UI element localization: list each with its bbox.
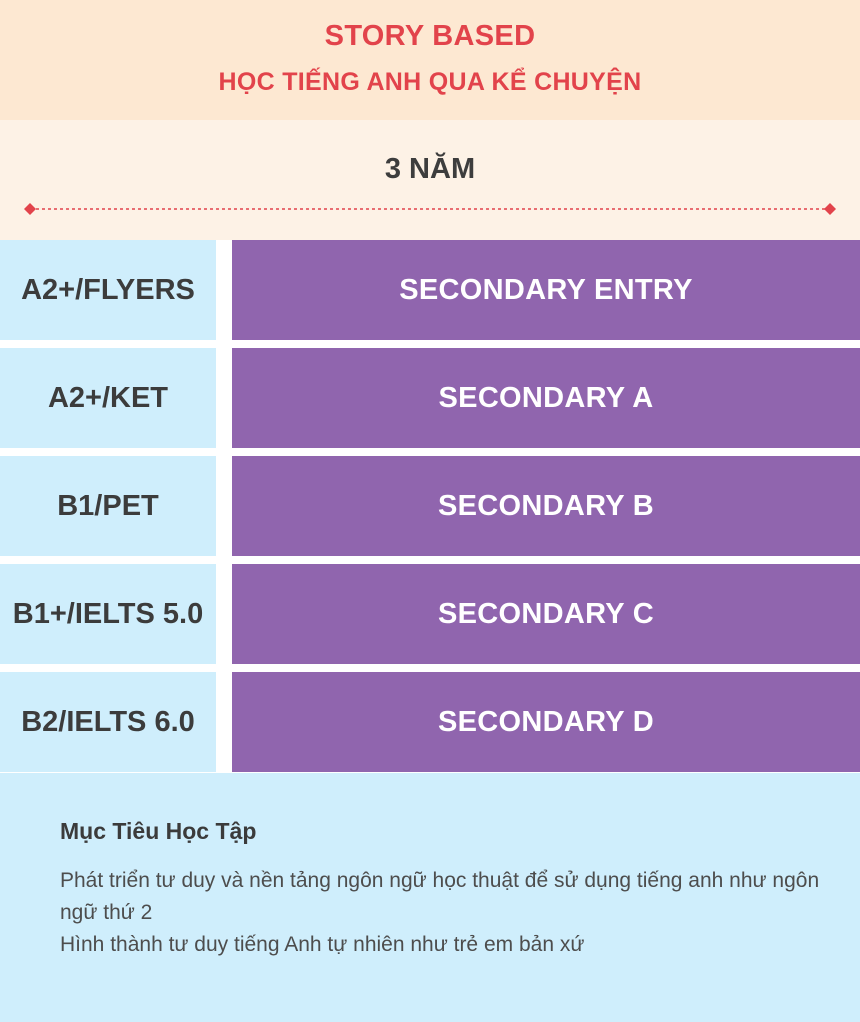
table-row — [0, 240, 860, 340]
program-title: STORY BASED — [324, 20, 536, 52]
course-cell: SECONDARY D — [232, 672, 860, 772]
level-cell: B1/PET — [0, 456, 216, 556]
table-row — [0, 672, 860, 772]
table-row — [0, 456, 860, 556]
course-cell: SECONDARY ENTRY — [232, 240, 860, 340]
course-cell: SECONDARY B — [232, 456, 860, 556]
table-row — [0, 564, 860, 664]
left-diamond-icon — [24, 203, 36, 215]
header-banner — [0, 0, 860, 120]
duration-section — [0, 120, 860, 240]
level-cell: B1+/IELTS 5.0 — [0, 564, 216, 664]
learning-goals-section — [0, 773, 860, 1022]
table-row — [0, 348, 860, 448]
program-subtitle: HỌC TIẾNG ANH QUA KỂ CHUYỆN — [218, 68, 642, 96]
goal-line: Phát triển tư duy và nền tảng ngôn ngữ học thuật để sử dụng tiếng anh như ngôn ngữ thứ 2 — [60, 869, 820, 924]
level-cell: A2+/FLYERS — [0, 240, 216, 340]
course-cell: SECONDARY A — [232, 348, 860, 448]
right-diamond-icon — [824, 203, 836, 215]
level-cell: A2+/KET — [0, 348, 216, 448]
duration-label: 3 NĂM — [384, 153, 476, 185]
level-cell: B2/IELTS 6.0 — [0, 672, 216, 772]
course-table — [0, 240, 860, 773]
course-cell: SECONDARY C — [232, 564, 860, 664]
goal-line: Hình thành tư duy tiếng Anh tự nhiên như trẻ em bản xứ — [60, 933, 585, 956]
goals-heading: Mục Tiêu Học Tập — [60, 818, 257, 844]
